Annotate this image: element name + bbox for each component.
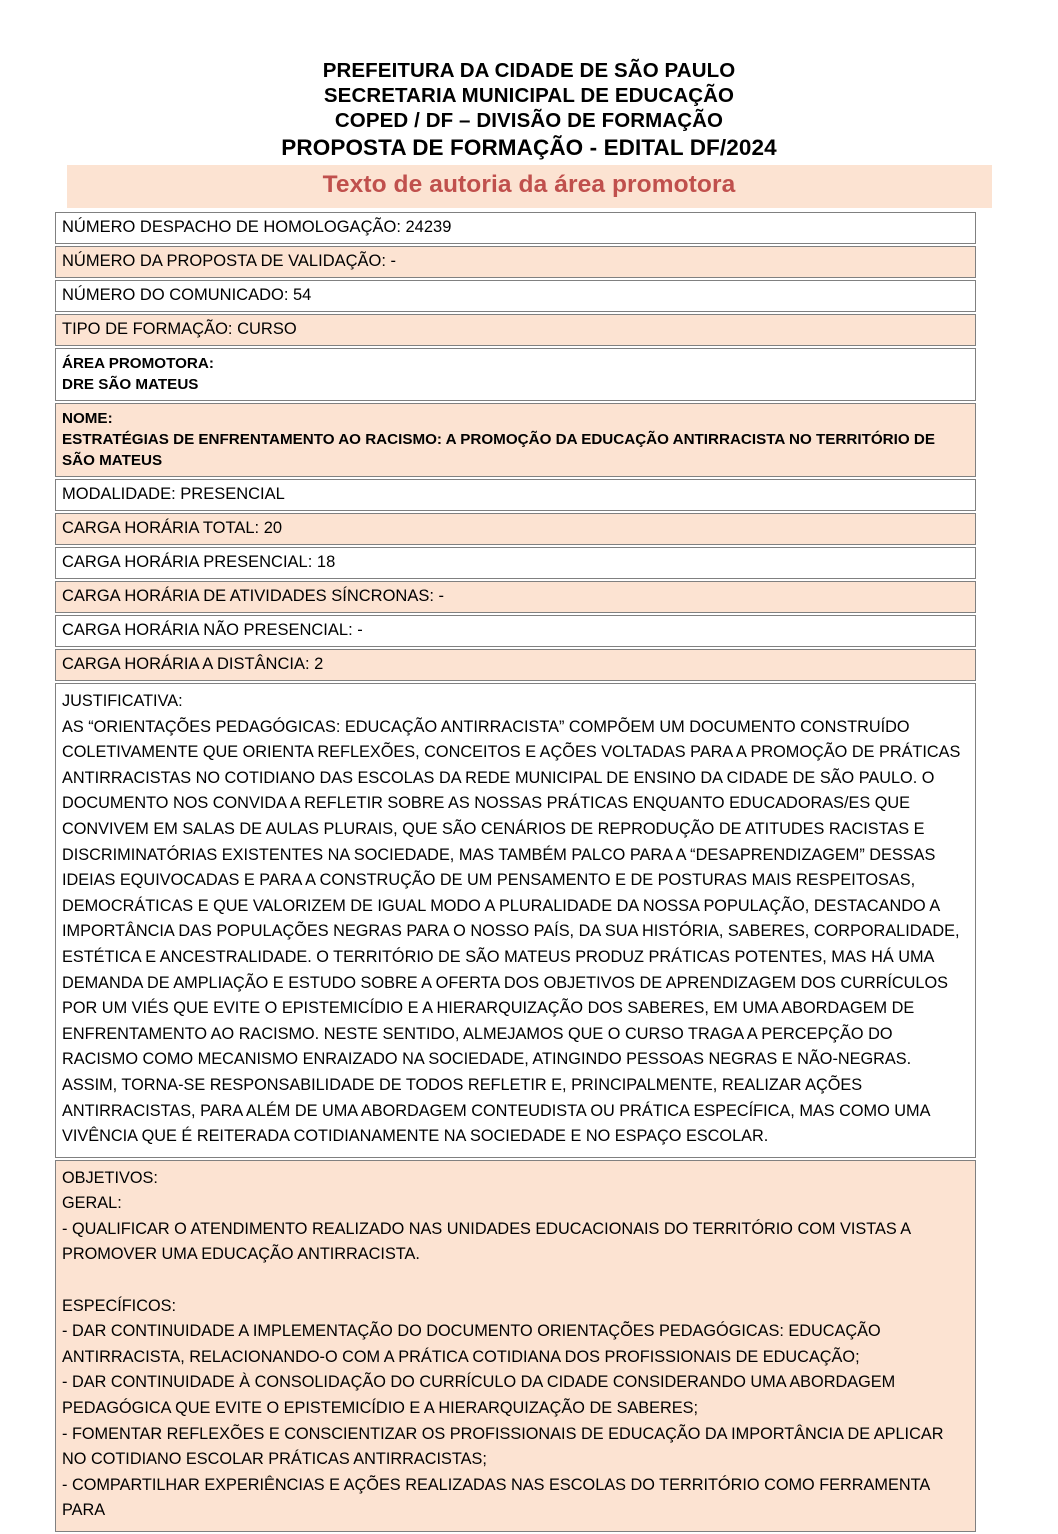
- objetivos-especificos-item: - DAR CONTINUIDADE À CONSOLIDAÇÃO DO CURRÍCULO DA CIDADE CONSIDERANDO UMA ABORDAGEM PEDAGÓGICA QUE EVITE O EPISTEMICÍDIO E A HIERARQUIZAÇÃO DE SABERES;: [62, 1373, 896, 1418]
- objetivos-geral-text: - QUALIFICAR O ATENDIMENTO REALIZADO NAS UNIDADES EDUCACIONAIS DO TERRITÓRIO COM VISTAS A PROMOVER UMA EDUCAÇÃO ANTIRRACISTA.: [62, 1219, 911, 1264]
- field-area-promotora: [55, 348, 976, 401]
- field-modalidade: MODALIDADE: PRESENCIAL: [55, 479, 976, 511]
- objetivos-especificos-item: - FOMENTAR REFLEXÕES E CONSCIENTIZAR OS PROFISSIONAIS DE EDUCAÇÃO DA IMPORTÂNCIA DE APLICAR NO COTIDIANO ESCOLAR PRÁTICAS ANTIRRACISTAS;: [62, 1424, 944, 1469]
- header-line-coped: COPED / DF – DIVISÃO DE FORMAÇÃO: [334, 109, 724, 132]
- proposal-form-table: [55, 210, 976, 1534]
- objetivos-label: OBJETIVOS:: [62, 1168, 158, 1187]
- author-banner: [67, 165, 992, 208]
- table-row: [55, 547, 976, 579]
- header-line-prefeitura: PREFEITURA DA CIDADE DE SÃO PAULO: [322, 59, 736, 82]
- nome-label: NOME:: [62, 410, 113, 427]
- field-numero-despacho: NÚMERO DESPACHO DE HOMOLOGAÇÃO: 24239: [55, 212, 976, 244]
- table-row: [55, 479, 976, 511]
- header-line-secretaria: SECRETARIA MUNICIPAL DE EDUCAÇÃO: [323, 84, 735, 107]
- objetivos-especificos-item: - DAR CONTINUIDADE A IMPLEMENTAÇÃO DO DOCUMENTO ORIENTAÇÕES PEDAGÓGICAS: EDUCAÇÃO ANTIRRACISTA, RELACIONANDO-O COM A PRÁTICA COTIDIANA DOS PROFISSIONAIS DE EDUCAÇÃO;: [62, 1322, 881, 1366]
- field-objetivos: [55, 1160, 976, 1532]
- field-carga-sincronas: CARGA HORÁRIA DE ATIVIDADES SÍNCRONAS: -: [55, 581, 976, 613]
- justificativa-text: AS “ORIENTAÇÕES PEDAGÓGICAS: EDUCAÇÃO ANTIRRACISTA” COMPÕEM UM DOCUMENTO CONSTRUÍDO COLETIVAMENTE QUE ORIENTA REFLEXÕES, CONCEITOS E AÇÕES VOLTADAS PARA A PROMOÇÃO DE PRÁTICAS ANTIRRACISTAS NO COTIDIANO DAS ESCOLAS DA REDE MUNICIPAL DE ENSINO DA CIDADE DE SÃO PAULO. O DOCUMENTO NOS CONVIDA A REFLETIR SOBRE AS NOSSAS PRÁTICAS ENQUANTO EDUCADORAS/ES QUE CONVIVEM EM SALAS DE AULAS PLURAIS, QUE SÃO CENÁRIOS DE REPRODUÇÃO DE ATITUDES RACISTAS E DISCRIMINATÓRIAS EXISTENTES NA SOCIEDADE, MAS TAMBÉM PALCO PARA A “DESAPRENDIZAGEM” DESSAS IDEIAS EQUIVOCADAS E PARA A CONSTRUÇÃO DE UM PENSAMENTO E DE POSTURAS MAIS RESPEITOSAS, DEMOCRÁTICAS E QUE VALORIZEM DE IGUAL MODO A PLURALIDADE DA NOSSA POPULAÇÃO, DESTACANDO A IMPORTÂNCIA DAS POPULAÇÕES NEGRAS PARA O NOSSO PAÍS, DA SUA HISTÓRIA, SABERES, CORPORALIDADE, ESTÉTICA E ANCESTRALIDADE. O TERRITÓRIO DE SÃO MATEUS PRODUZ PRÁTICAS POTENTES, MAS HÁ UMA DEMANDA DE AMPLIAÇÃO E ESTUDO SOBRE A OFERTA DOS OBJETIVOS DE APRENDIZAGEM DOS CURRÍCULOS POR UM VIÉS QUE EVITE O EPISTEMICÍDIO E A HIERARQUIZAÇÃO DOS SABERES, EM UMA ABORDAGEM DE ENFRENTAMENTO AO RACISMO. NESTE SENTIDO, ALMEJAMOS QUE O CURSO TRAGA A PERCEPÇÃO DO RACISMO COMO MECANISMO ENRAIZADO NA SOCIEDADE, ATINGINDO PESSOAS NEGRAS E NÃO-NEGRAS. ASSIM, TORNA-SE RESPONSABILIDADE DE TODOS REFLETIR E, PRINCIPALMENTE, REALIZAR AÇÕES ANTIRRACISTAS, PARA ALÉM DE UMA ABORDAGEM CONTEUDISTA OU PRÁTICA ESPECÍFICA, MAS COMO UMA VIVÊNCIA QUE É REITERADA COTIDIANAMENTE NA SOCIEDADE E NO ESPAÇO ESCOLAR.: [62, 717, 961, 1146]
- field-carga-presencial: CARGA HORÁRIA PRESENCIAL: 18: [55, 547, 976, 579]
- area-promotora-label: ÁREA PROMOTORA:: [62, 355, 214, 372]
- table-row: [55, 212, 976, 244]
- table-row: [55, 513, 976, 545]
- field-justificativa: [55, 683, 976, 1158]
- table-row: [55, 246, 976, 278]
- field-carga-nao-presencial: CARGA HORÁRIA NÃO PRESENCIAL: -: [55, 615, 976, 647]
- nome-value: ESTRATÉGIAS DE ENFRENTAMENTO AO RACISMO: A PROMOÇÃO DA EDUCAÇÃO ANTIRRACISTA NO TERRITÓRIO DE SÃO MATEUS: [62, 431, 935, 469]
- field-numero-proposta: NÚMERO DA PROPOSTA DE VALIDAÇÃO: -: [55, 246, 976, 278]
- objetivos-especificos-label: ESPECÍFICOS:: [62, 1296, 176, 1315]
- field-tipo-formacao: TIPO DE FORMAÇÃO: CURSO: [55, 314, 976, 346]
- area-promotora-value: DRE SÃO MATEUS: [62, 376, 199, 393]
- document-header: [0, 0, 1058, 162]
- field-numero-comunicado: NÚMERO DO COMUNICADO: 54: [55, 280, 976, 312]
- table-row: [55, 403, 976, 477]
- table-row: [55, 581, 976, 613]
- field-carga-total: CARGA HORÁRIA TOTAL: 20: [55, 513, 976, 545]
- table-row: [55, 280, 976, 312]
- objetivos-geral-label: GERAL:: [62, 1194, 122, 1213]
- table-row: [55, 348, 976, 401]
- justificativa-label: JUSTIFICATIVA:: [62, 692, 183, 710]
- field-nome: [55, 403, 976, 477]
- table-row: [55, 683, 976, 1158]
- header-line-proposta: PROPOSTA DE FORMAÇÃO - EDITAL DF/2024: [281, 135, 777, 160]
- table-row: [55, 1160, 976, 1532]
- objetivos-spacer: [62, 1268, 968, 1294]
- objetivos-especificos-item: - COMPARTILHAR EXPERIÊNCIAS E AÇÕES REALIZADAS NAS ESCOLAS DO TERRITÓRIO COMO FERRAMENTA PARA: [62, 1475, 930, 1520]
- table-row: [55, 649, 976, 681]
- table-row: [55, 615, 976, 647]
- field-carga-distancia: CARGA HORÁRIA A DISTÂNCIA: 2: [55, 649, 976, 681]
- table-row: [55, 314, 976, 346]
- author-banner-text: Texto de autoria da área promotora: [322, 171, 736, 198]
